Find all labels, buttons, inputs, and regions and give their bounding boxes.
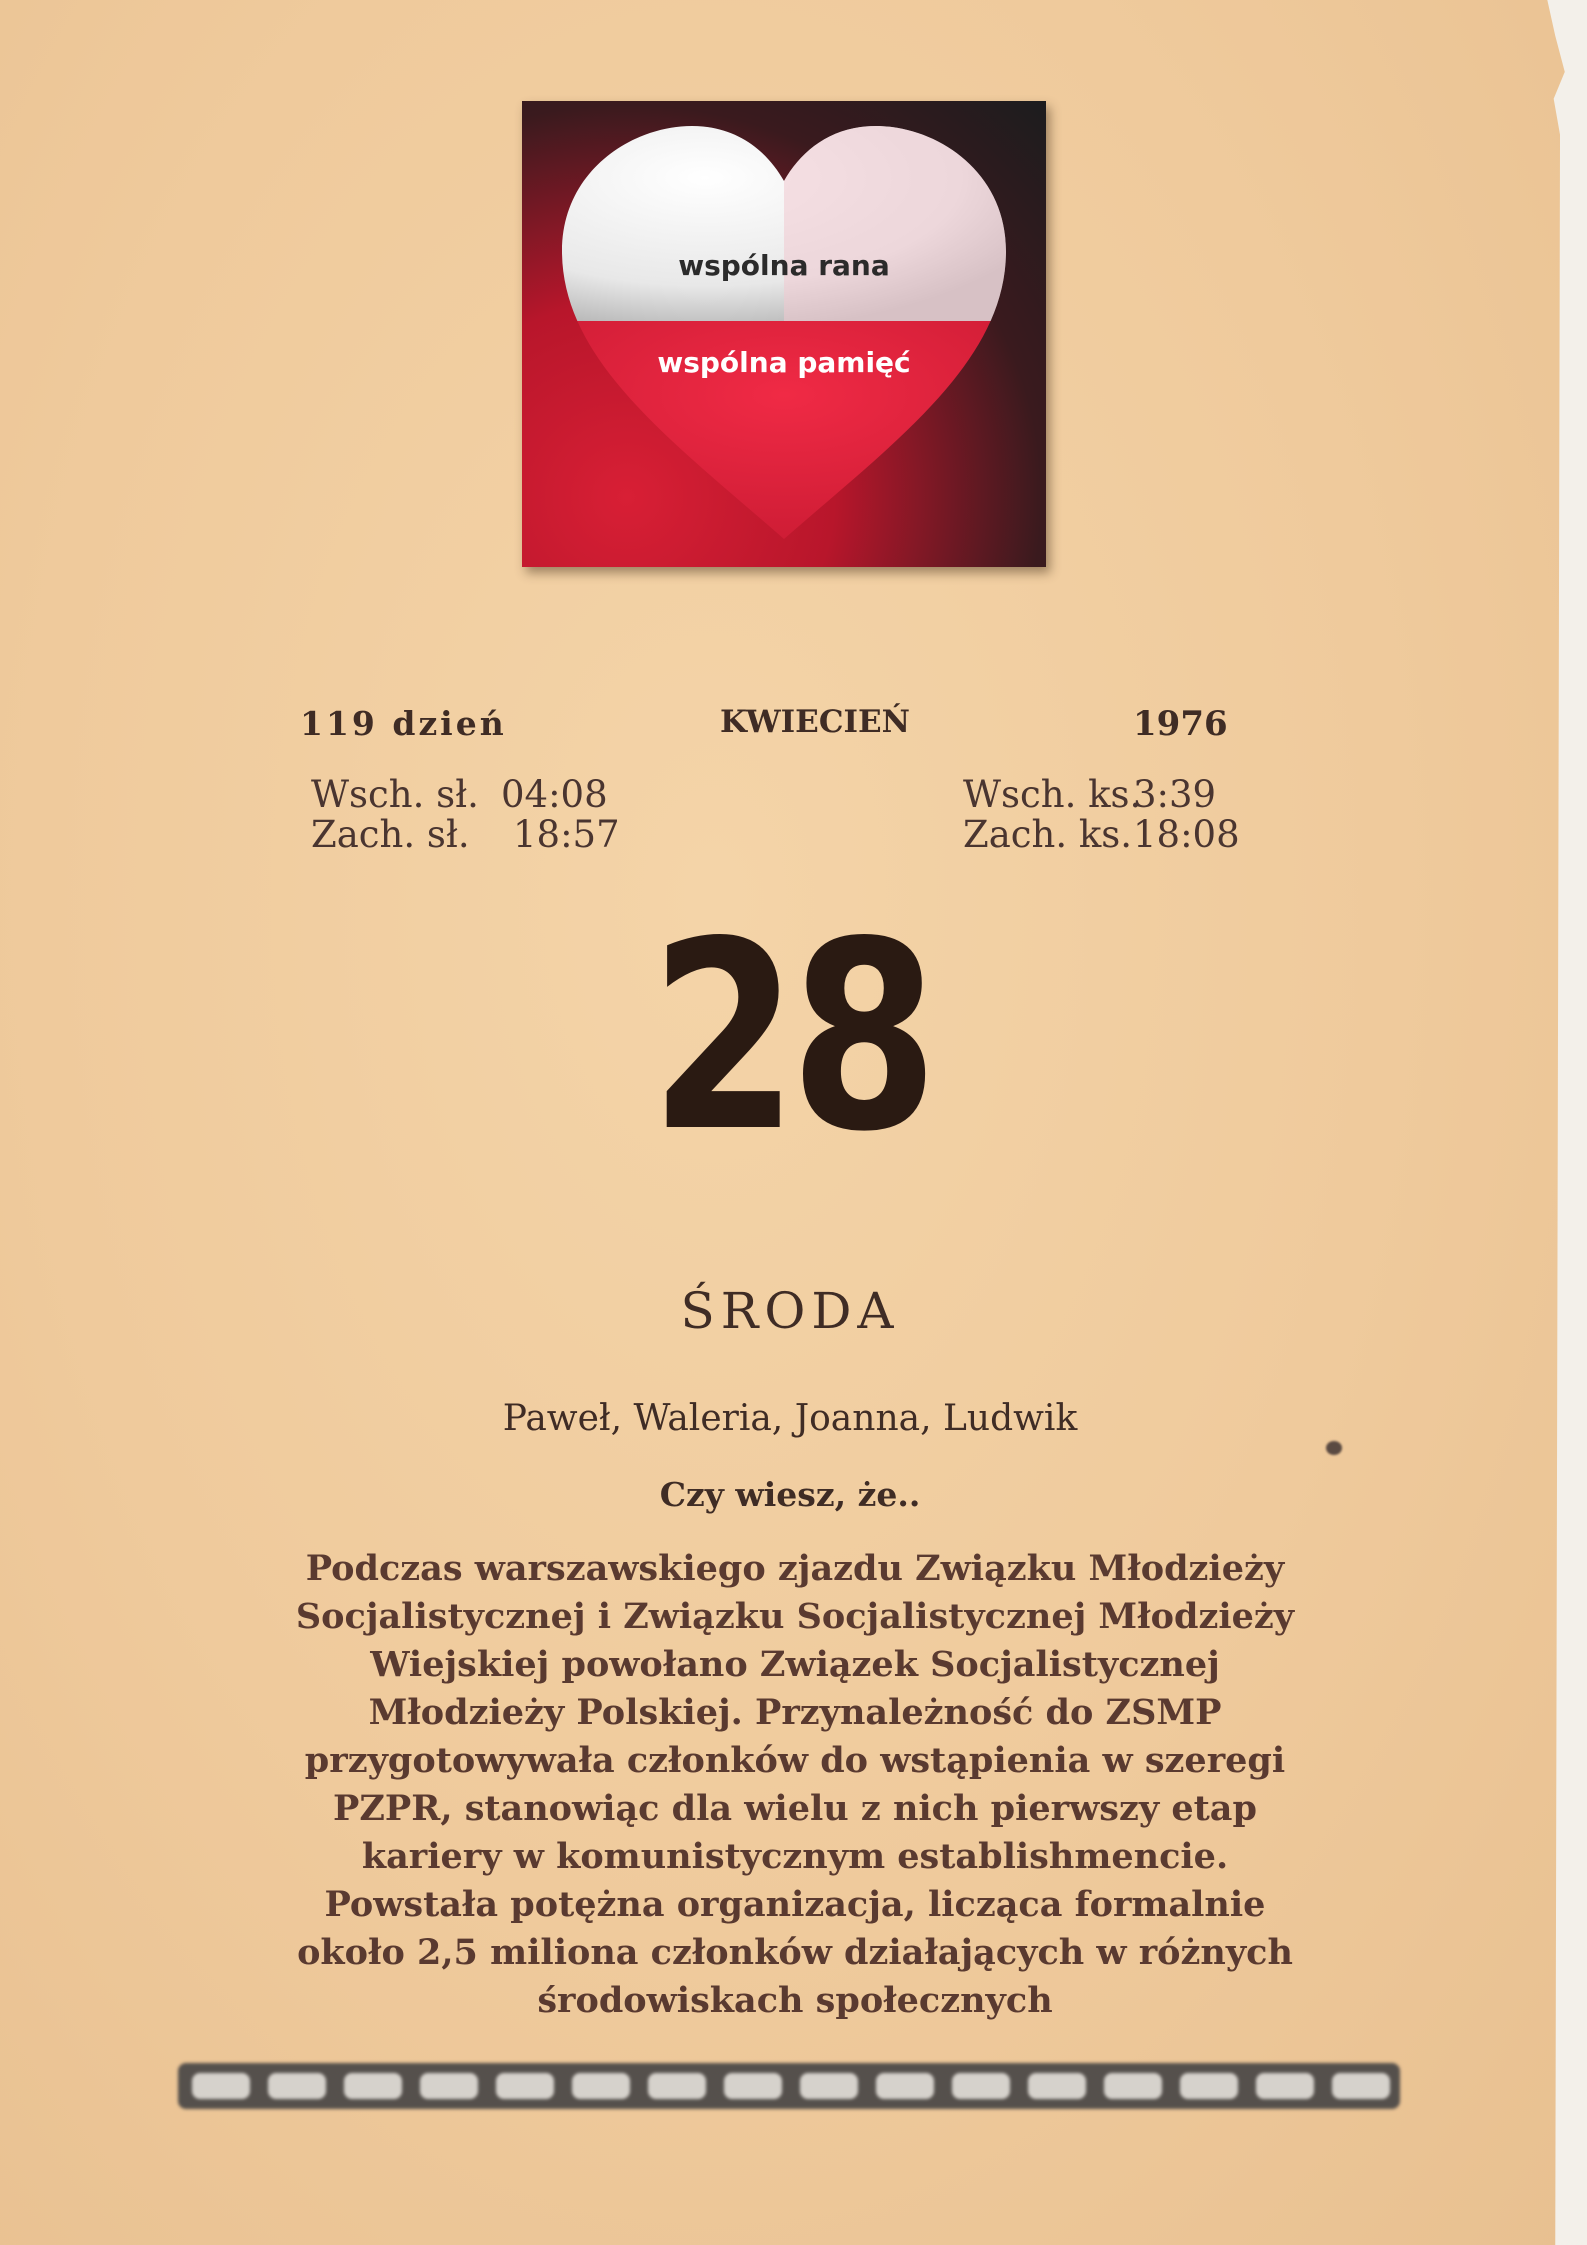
- weekday: ŚRODA: [680, 1282, 900, 1340]
- fact-line: Podczas warszawskiego zjazdu Związku Młodzieży: [305, 1548, 1285, 1589]
- day-of-year: 119 dzień: [300, 704, 507, 743]
- sunrise-label: Wsch. sł.: [311, 773, 479, 816]
- moonrise-label: Wsch. ks.: [963, 773, 1142, 816]
- month-name: KWIECIEŃ: [720, 704, 910, 740]
- moon-times: [963, 775, 1240, 855]
- fact-line: przygotowywała członków do wstąpienia w szeregi: [304, 1740, 1286, 1781]
- sunrise-time: 04:08: [501, 773, 608, 816]
- year: 1976: [1133, 704, 1228, 744]
- fact-line: Młodzieży Polskiej. Przynależność do ZSMP: [368, 1692, 1222, 1733]
- heart-icon: [522, 101, 1046, 567]
- fact-line: około 2,5 miliona członków działających w różnych: [297, 1932, 1293, 1973]
- logo-text-top: wspólna rana: [678, 249, 890, 282]
- logo-text-bottom: wspólna pamięć: [657, 346, 911, 379]
- sunset-label: Zach. sł.: [311, 813, 470, 856]
- fact-line: środowiskach społecznych: [537, 1980, 1053, 2021]
- moonset-row: [963, 815, 1240, 855]
- perforation-binding: [178, 2055, 1400, 2115]
- sunset-row: [311, 815, 620, 855]
- fact-line: Socjalistycznej i Związku Socjalistycznej Młodzieży: [295, 1596, 1295, 1637]
- heart-logo: [522, 101, 1046, 567]
- ink-speck: [1326, 1441, 1342, 1455]
- sunrise-row: [311, 775, 620, 815]
- fact-paragraph: [285, 1545, 1305, 2025]
- fact-line: PZPR, stanowiąc dla wielu z nich pierwszy etap: [333, 1788, 1257, 1829]
- moonrise-row: [963, 775, 1240, 815]
- moonset-label: Zach. ks.: [963, 813, 1133, 856]
- moonset-time: 18:08: [1133, 813, 1240, 856]
- sunset-time: 18:57: [513, 813, 620, 856]
- day-number: 28: [649, 887, 931, 1189]
- sun-times: [311, 775, 620, 855]
- fact-line: Wiejskiej powołano Związek Socjalistycznej: [370, 1644, 1220, 1685]
- fact-line: kariery w komunistycznym establishmencie.: [361, 1836, 1229, 1877]
- did-you-know-heading: Czy wiesz, że..: [659, 1475, 921, 1514]
- name-days: Paweł, Waleria, Joanna, Ludwik: [502, 1398, 1078, 1439]
- fact-line: Powstała potężna organizacja, licząca formalnie: [324, 1884, 1266, 1925]
- moonrise-time: 3:39: [1133, 773, 1217, 816]
